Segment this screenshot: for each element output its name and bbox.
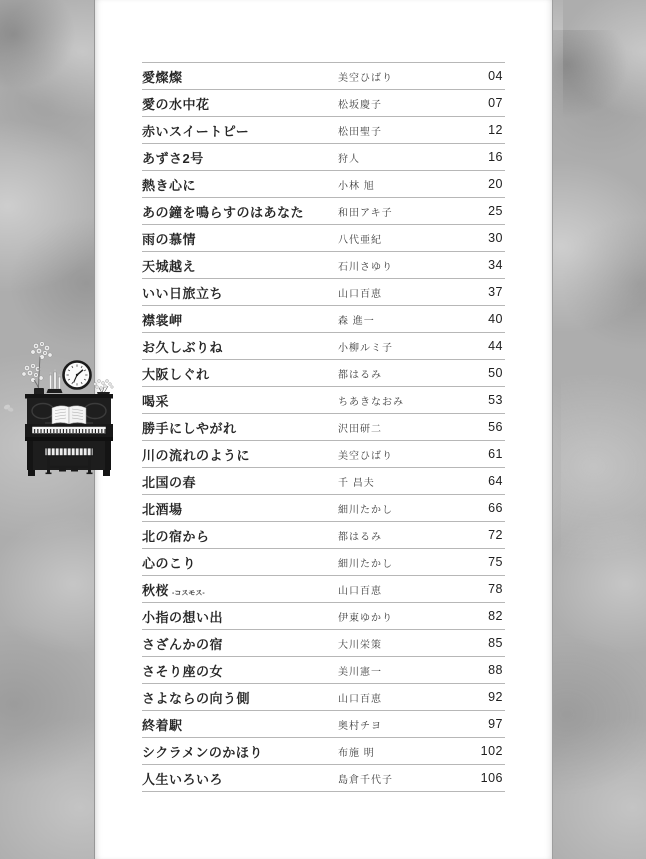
artist-name: 森 進一 [338,315,375,327]
artist-name: 狩人 [338,153,360,165]
song-title: 北の宿から [142,528,210,544]
toc-row [142,413,505,440]
page-number: 78 [488,582,503,596]
artist-name: 大川栄策 [338,639,382,651]
song-title: 人生いろいろ [142,771,224,787]
toc-row [142,602,505,629]
song-title: さよならの向う側 [142,690,251,706]
song-title: 大阪しぐれ [142,366,210,382]
artist-name: 美空ひばり [338,72,393,84]
page-number: 04 [488,69,503,83]
page-number: 85 [488,636,503,650]
artist-name: 八代亜紀 [338,234,382,246]
butterfly-icon [3,404,14,413]
song-title: 愛燦燦 [142,69,183,85]
page-number: 75 [488,555,503,569]
toc-row [142,143,505,170]
page-number: 16 [488,150,503,164]
page-number: 64 [488,474,503,488]
toc-row [142,656,505,683]
toc-row [142,683,505,710]
page-number: 25 [488,204,503,218]
page-number: 56 [488,420,503,434]
song-title: 小指の想い出 [142,609,224,625]
page-number: 12 [488,123,503,137]
toc-row [142,764,505,791]
toc-row [142,251,505,278]
artist-name: 細川たかし [338,504,393,516]
song-title: いい日旅立ち [142,285,224,301]
song-title: さざんかの宿 [142,636,224,652]
artist-name: 布施 明 [338,747,375,759]
right-page-margin [552,0,646,859]
toc-row [142,116,505,143]
artist-name: 和田アキ子 [338,207,393,219]
artist-name: 都はるみ [338,369,382,381]
toc-row [142,170,505,197]
page-number: 97 [488,717,503,731]
artist-name: 奥村チヨ [338,720,382,732]
song-title: あの鐘を鳴らすのはあなた [142,204,305,220]
toc-row [142,440,505,467]
artist-name: 千 昌夫 [338,477,375,489]
toc-row [142,629,505,656]
song-title: 愛の水中花 [142,96,210,112]
toc-row [142,737,505,764]
artist-name: 山口百恵 [338,585,382,597]
song-title: 天城越え [142,258,197,274]
toc-row [142,548,505,575]
toc-row [142,521,505,548]
wall-clock-icon [64,362,91,389]
open-songbook-icon [45,406,93,425]
page-number: 44 [488,339,503,353]
artist-name: 小林 旭 [338,180,375,192]
page-number: 20 [488,177,503,191]
page-content [95,0,552,859]
song-subtitle: -コスモス- [172,589,205,597]
toc-row [142,575,505,602]
page-number: 66 [488,501,503,515]
artist-name: 伊東ゆかり [338,612,393,624]
song-title: 赤いスイートピー [142,123,250,139]
song-title: あずさ2号 [142,150,204,166]
toc-row [142,89,505,116]
candles-icon [47,369,63,393]
upright-piano-icon [25,394,113,476]
song-title: 襟裳岬 [142,312,183,328]
page-number: 53 [488,393,503,407]
page-number: 61 [488,447,503,461]
page-number: 40 [488,312,503,326]
page-number: 82 [488,609,503,623]
toc-row [142,62,505,89]
page-number: 106 [480,771,503,785]
toc-row [142,386,505,413]
song-title: 秋桜 -コスモス- [142,582,205,598]
song-title: 雨の慕情 [142,231,197,247]
toc-row [142,467,505,494]
song-title: 勝手にしやがれ [142,420,237,436]
artist-name: 沢田研二 [338,423,382,435]
artist-name: 山口百恵 [338,288,382,300]
artist-name: 美空ひばり [338,450,393,462]
table-of-contents [142,62,505,792]
artist-name: ちあきなおみ [338,396,404,408]
song-title: さそり座の女 [142,663,224,679]
flower-branch-icon [22,342,52,397]
song-title: お久しぶりね [142,339,224,355]
artist-name: 松坂慶子 [338,99,382,111]
page-number: 34 [488,258,503,272]
piano-illustration [0,338,130,483]
page-number: 07 [488,96,503,110]
song-title: シクラメンのかほり [142,744,263,760]
page-number: 92 [488,690,503,704]
artist-name: 石川さゆり [338,261,393,273]
song-title: 喝采 [142,393,170,409]
artist-name: 美川憲一 [338,666,382,678]
page-number: 50 [488,366,503,380]
song-title: 川の流れのように [142,447,251,463]
artist-name: 山口百恵 [338,693,382,705]
page-number: 72 [488,528,503,542]
toc-row [142,305,505,332]
page-number: 37 [488,285,503,299]
artist-name: 細川たかし [338,558,393,570]
artist-name: 都はるみ [338,531,382,543]
toc-row [142,710,505,737]
song-title: 北酒場 [142,501,183,517]
toc-row [142,278,505,305]
song-title: 終着駅 [142,717,183,733]
piano-keyboard [32,427,106,434]
toc-row [142,359,505,386]
toc-row [142,197,505,224]
artist-name: 島倉千代子 [338,774,393,786]
song-title: 熱き心に [142,177,197,193]
toc-row [142,494,505,521]
page-number: 88 [488,663,503,677]
page-number: 102 [480,744,503,758]
song-title: 心のこり [142,555,197,571]
page-number: 30 [488,231,503,245]
song-title: 北国の春 [142,474,197,490]
artist-name: 小柳ルミ子 [338,342,393,354]
artist-name: 松田聖子 [338,126,382,138]
toc-row [142,224,505,251]
toc-row [142,332,505,359]
